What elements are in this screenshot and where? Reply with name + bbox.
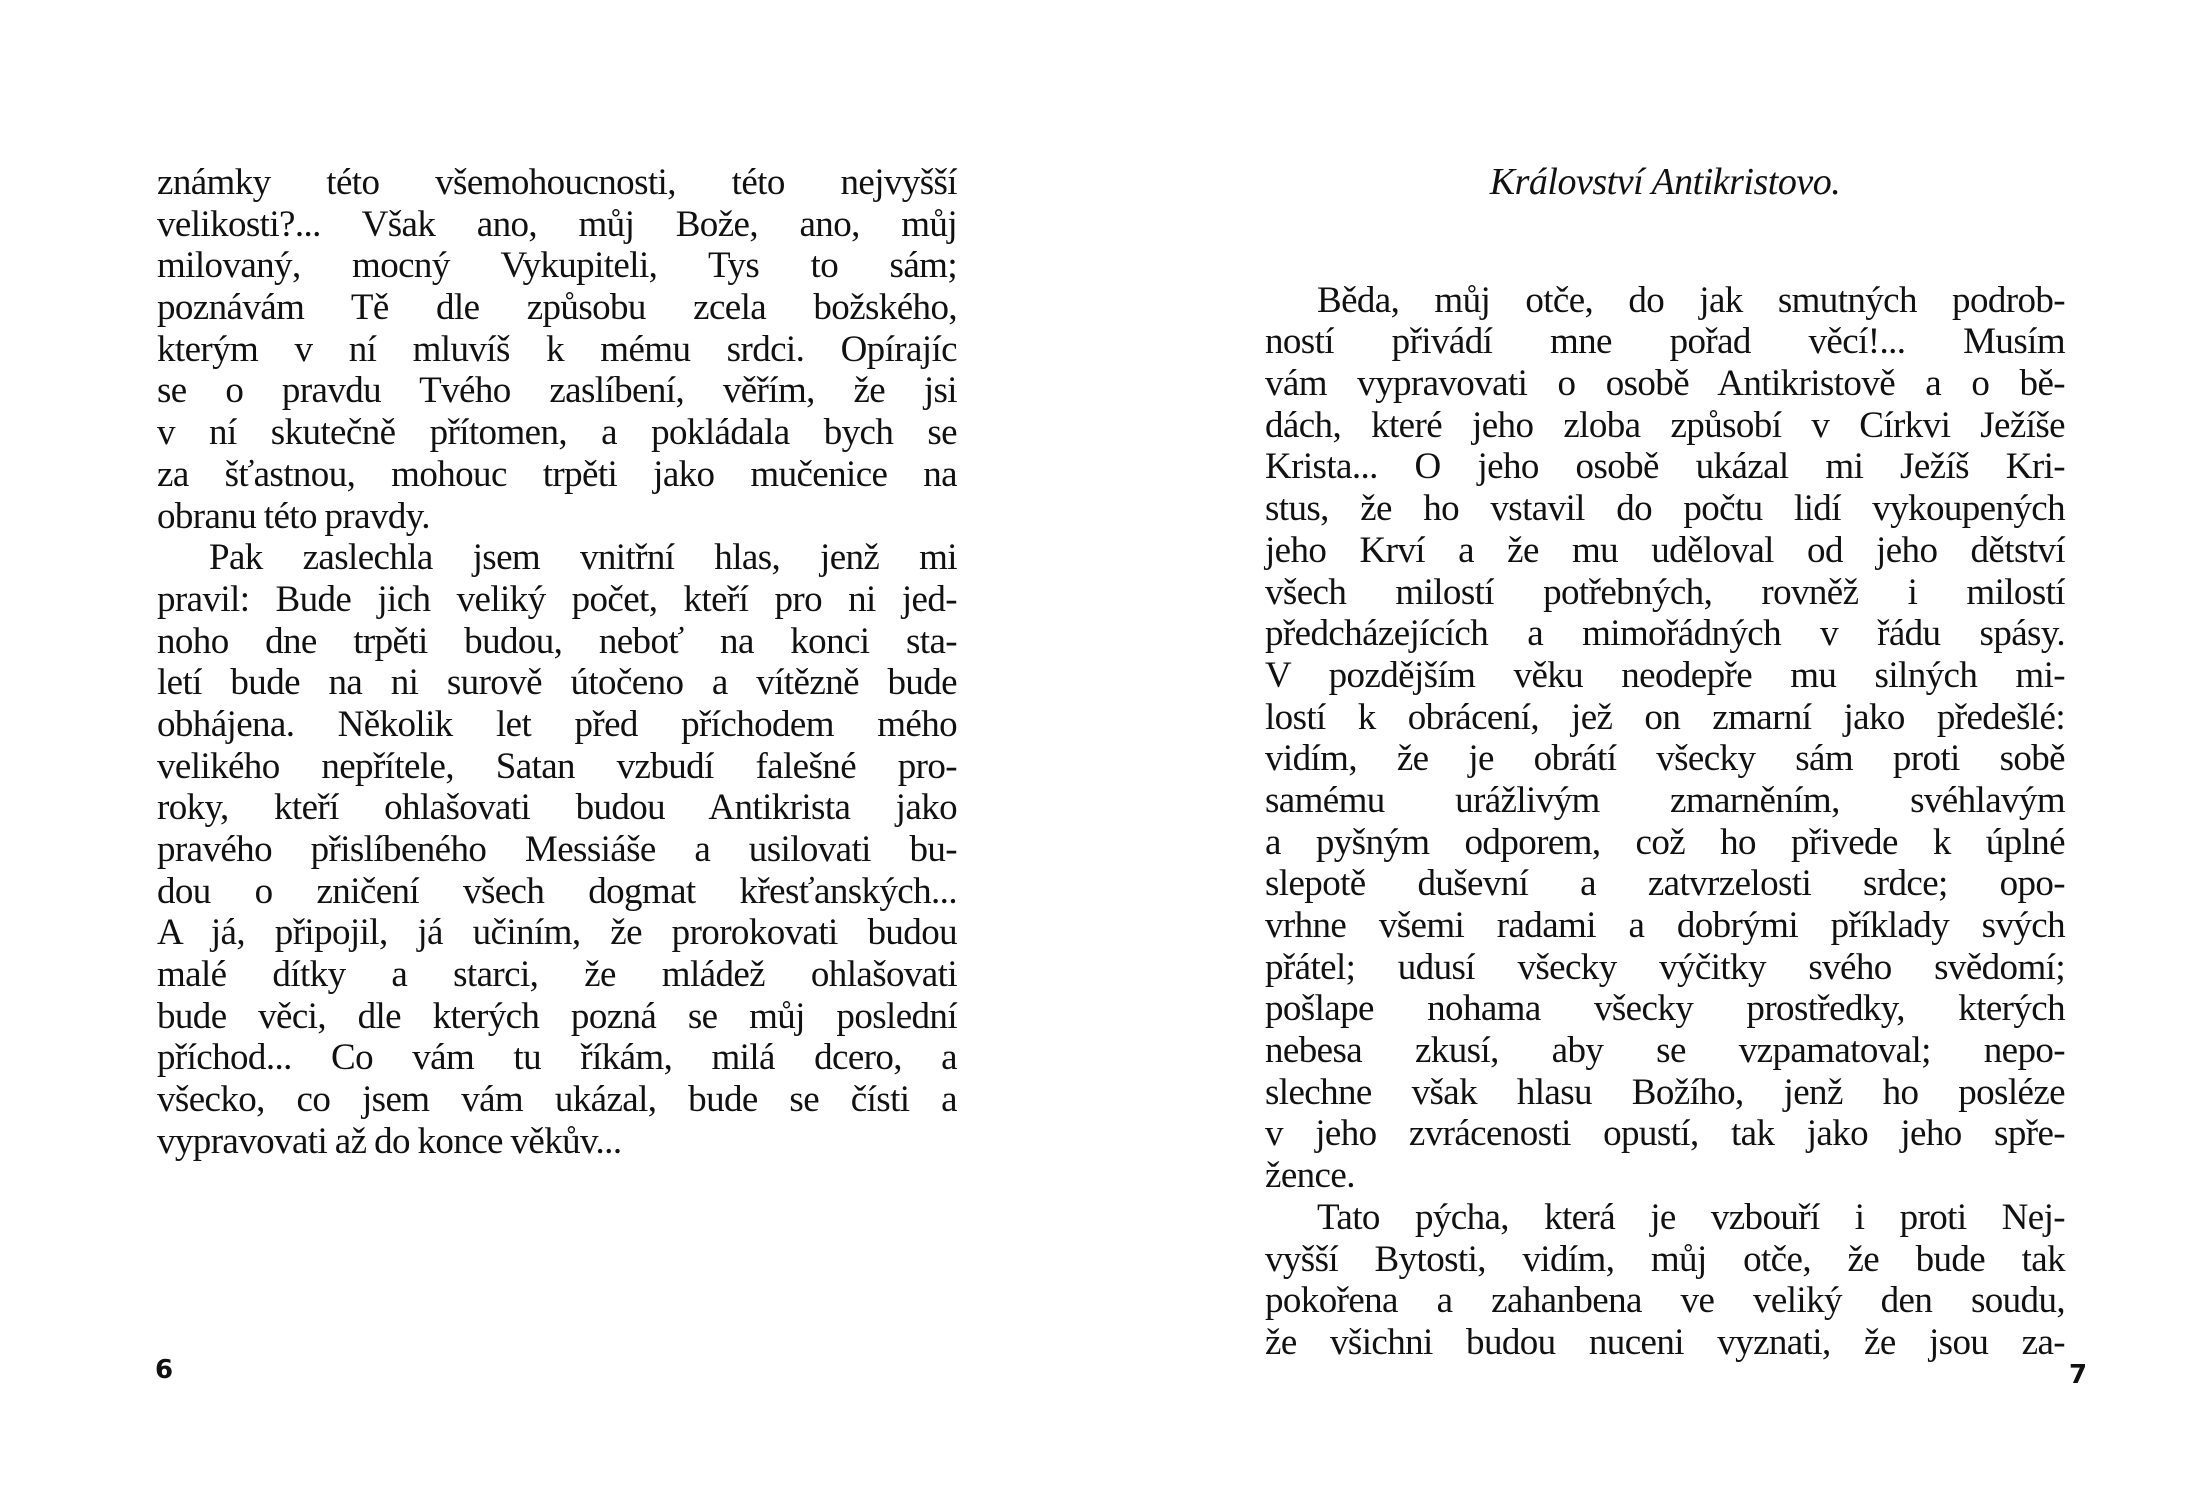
text-line: vidím, že je obrátí všecky sám proti sobě [1265, 738, 2065, 780]
paragraph [157, 537, 957, 1162]
page-number: 6 [155, 1355, 174, 1385]
page-number: 7 [2069, 1360, 2088, 1390]
text-line: vám vypravovati o osobě Antikristově a o bě- [1265, 363, 2065, 405]
text-line: předcházejících a mimořádných v řádu spásy. [1265, 613, 2065, 655]
text-line: bude věci, dle kterých pozná se můj poslední [157, 995, 957, 1037]
text-line: velikého nepřítele, Satan vzbudí falešné pro- [157, 745, 957, 787]
text-line: dou o zničení všech dogmat křesťanských... [157, 870, 957, 912]
text-line: Krista... O jeho osobě ukázal mi Ježíš Kri- [1265, 446, 2065, 488]
text-line: vrhne všemi radami a dobrými příklady svých [1265, 905, 2065, 946]
right-page [1106, 0, 2212, 1500]
text-line: samému urážlivým zmarněním, svéhlavým [1265, 779, 2065, 821]
text-line: vyšší Bytosti, vidím, můj otče, že bude tak [1265, 1238, 2065, 1280]
text-line: v jeho zvrácenosti opustí, tak jako jeho spře- [1265, 1113, 2065, 1155]
text-line: v ní skutečně přítomen, a pokládala bych se [157, 412, 957, 454]
text-line: ností přivádí mne pořad věcí!... Musím [1265, 321, 2065, 363]
text-line: za šťastnou, mohouc trpěti jako mučenice na [157, 453, 957, 495]
text-line: malé dítky a starci, že mládež ohlašovati [157, 954, 957, 996]
text-line: noho dne trpěti budou, neboť na konci sta- [157, 620, 957, 662]
text-line: dách, které jeho zloba způsobí v Církvi Ježíše [1265, 404, 2065, 446]
text-line: V pozdějším věku neodepře mu silných mi- [1265, 654, 2065, 696]
text-line: jeho Krví a že mu uděloval od jeho dětství [1265, 529, 2065, 571]
text-line: se o pravdu Tvého zaslíbení, věřím, že jsi [157, 370, 957, 412]
text-line: Běda, můj otče, do jak smutných podrob- [1317, 279, 2065, 321]
chapter-title: Království Antikristovo. [1489, 161, 1841, 203]
text-line: pravého přislíbeného Messiáše a usilovati bu- [157, 829, 957, 870]
text-line: že všichni budou nuceni vyznati, že jsou za- [1265, 1321, 2065, 1363]
text-line: letí bude na ni surově útočeno a vítězně bude [157, 662, 957, 704]
text-line: známky této všemohoucnosti, této nejvyšší [157, 162, 957, 203]
text-line: poznávám Tě dle způsobu zcela božského, [157, 287, 957, 329]
text-line: slechne však hlasu Božího, jenž ho posléze [1265, 1071, 2065, 1113]
left-page-text [157, 162, 957, 1163]
text-line: velikosti?... Však ano, můj Bože, ano, můj [157, 203, 957, 245]
text-line: vypravovati až do konce věkův... [157, 1120, 622, 1162]
text-line: příchod... Co vám tu říkám, milá dcero, a [157, 1037, 957, 1079]
text-line: všech milostí potřebných, rovněž i milostí [1265, 571, 2065, 613]
right-page-text [1265, 162, 2065, 1364]
text-line: nebesa zkusí, aby se vzpamatoval; nepo- [1265, 1030, 2065, 1072]
text-line: všecko, co jsem vám ukázal, bude se čísti a [157, 1079, 957, 1121]
text-line: stus, že ho vstavil do počtu lidí vykoupených [1265, 488, 2065, 530]
text-line: A já, připojil, já učiním, že prorokovati budou [157, 912, 957, 954]
paragraph [1265, 280, 2065, 1197]
text-line: Tato pýcha, která je vzbouří i proti Nej- [1317, 1196, 2065, 1238]
text-line: Pak zaslechla jsem vnitřní hlas, jenž mi [209, 537, 957, 579]
text-line: milovaný, mocný Vykupiteli, Tys to sám; [157, 245, 957, 287]
text-line: kterým v ní mluvíš k mému srdci. Opírajíc [157, 328, 957, 370]
paragraph [157, 162, 957, 537]
text-line: a pyšným odporem, což ho přivede k úplné [1265, 821, 2065, 863]
text-line: obhájena. Několik let před příchodem mého [157, 703, 957, 745]
text-line: lostí k obrácení, jež on zmarní jako předešlé: [1265, 696, 2065, 738]
text-line: pokořena a zahanbena ve veliký den soudu, [1265, 1280, 2065, 1322]
text-line: žence. [1265, 1155, 1355, 1197]
paragraph [1265, 1197, 2065, 1364]
text-line: přátel; udusí všecky výčitky svého svědomí; [1265, 946, 2065, 988]
text-line: pravil: Bude jich veliký počet, kteří pro ni jed- [157, 578, 957, 620]
text-line: obranu této pravdy. [157, 495, 430, 537]
text-line: slepotě duševní a zatvrzelosti srdce; opo- [1265, 863, 2065, 905]
text-line: roky, kteří ohlašovati budou Antikrista jako [157, 787, 957, 829]
text-line: pošlape nohama všecky prostředky, kterých [1265, 988, 2065, 1030]
